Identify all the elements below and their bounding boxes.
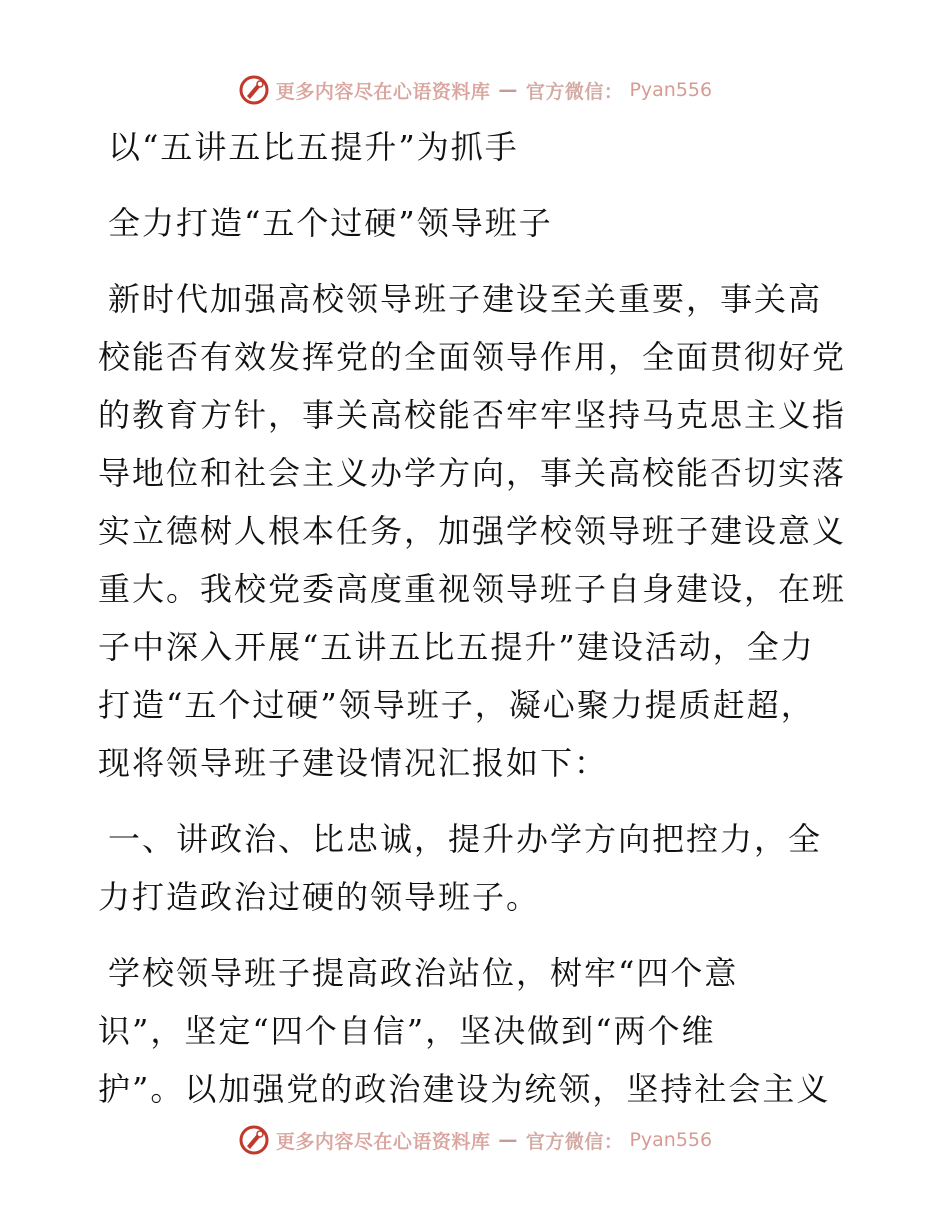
paragraph-line: 学校领导班子提高政治站位，树牢“四个意: [108, 954, 739, 992]
document-title-line-2: 全力打造“五个过硬”领导班子: [108, 204, 553, 242]
paragraph-section-1: [98, 944, 850, 1118]
section-heading-1: [98, 810, 850, 926]
header-watermark: [0, 70, 950, 110]
paragraph-line: 重大。我校党委高度重视领导班子自身建设，在班: [98, 570, 847, 608]
watermark-logo-icon: [238, 74, 270, 106]
watermark-dash: —: [498, 79, 518, 101]
paragraph-line: 实立德树人根本任务，加强学校领导班子建设意义: [98, 512, 847, 550]
watermark-wechat-id: Pyan556: [629, 79, 713, 101]
paragraph-line: 的教育方针，事关高校能否牢牢坚持马克思主义指: [98, 396, 847, 434]
paragraph-line: 导地位和社会主义办学方向，事关高校能否切实落: [98, 454, 847, 492]
paragraph-intro: [98, 270, 850, 792]
watermark-main-text: 更多内容尽在心语资料库: [275, 1130, 491, 1153]
footer-watermark: [0, 1120, 950, 1160]
document-body: [98, 118, 850, 1118]
watermark-dash: —: [498, 1129, 518, 1151]
paragraph-line: 校能否有效发挥党的全面领导作用，全面贯彻好党: [98, 338, 847, 376]
paragraph-line: 护”。以加强党的政治建设为统领，坚持社会主义: [98, 1070, 831, 1108]
document-title-line-1: 以“五讲五比五提升”为抓手: [108, 128, 519, 166]
watermark-sub-text: 官方微信：: [525, 1130, 624, 1153]
paragraph-line: 子中深入开展“五讲五比五提升”建设活动，全力: [98, 628, 815, 666]
paragraph-line: 识”，坚定“四个自信”，坚决做到“两个维: [98, 1012, 716, 1050]
paragraph-line: 打造“五个过硬”领导班子，凝心聚力提质赶超，: [98, 686, 815, 724]
paragraph-line: 新时代加强高校领导班子建设至关重要，事关高: [108, 280, 823, 318]
watermark-sub-text: 官方微信：: [525, 80, 624, 103]
paragraph-line: 现将领导班子建设情况汇报如下：: [98, 744, 609, 782]
watermark-logo-icon: [238, 1124, 270, 1156]
watermark-main-text: 更多内容尽在心语资料库: [275, 80, 491, 103]
heading-line: 一、讲政治、比忠诚，提升办学方向把控力，全: [108, 820, 823, 858]
heading-line: 力打造政治过硬的领导班子。: [98, 878, 541, 916]
watermark-wechat-id: Pyan556: [629, 1129, 713, 1151]
